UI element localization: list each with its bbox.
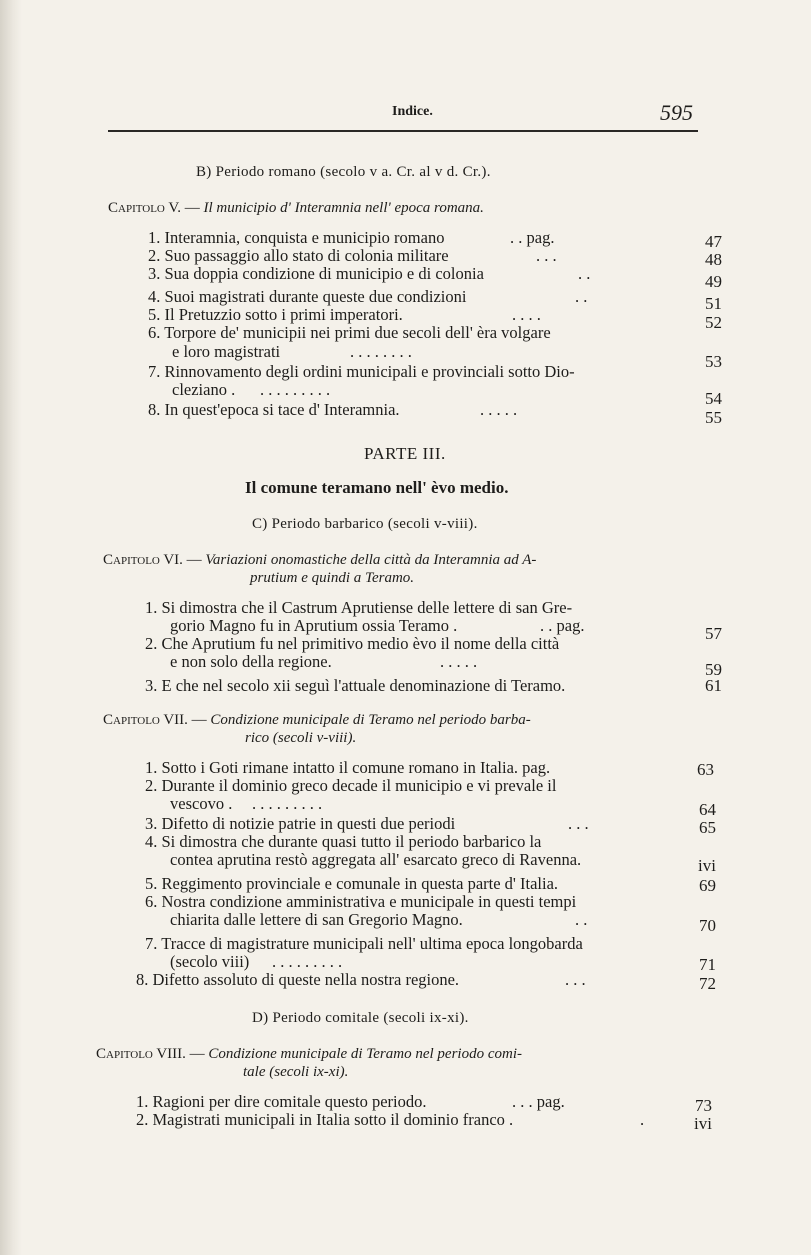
toc-page: 48 xyxy=(705,250,722,269)
toc-entry: 7. Tracce di magistrature municipali nell' ultima epoca longobarda xyxy=(145,934,583,953)
toc-entry-continued: contea aprutina restò aggregata all' esarcato greco di Ravenna. xyxy=(170,850,582,869)
toc-entry-continued: cleziano . xyxy=(172,380,236,399)
toc-entry-continued: vescovo . xyxy=(170,794,233,813)
toc-entry: 6. Nostra condizione amministrativa e municipale in questi tempi xyxy=(145,892,577,911)
toc-leader: . . . . . . . . . xyxy=(252,794,323,813)
toc-entry: 2. Magistrati municipali in Italia sotto il dominio franco . xyxy=(136,1110,514,1129)
toc-entry: 5. Reggimento provinciale e comunale in questa parte d' Italia. xyxy=(145,874,559,893)
toc-page: ivi xyxy=(698,856,716,875)
toc-page: 49 xyxy=(705,272,722,291)
toc-leader: . . . . xyxy=(512,305,541,324)
section-heading-b: B) Periodo romano (secolo v a. Cr. al v d. Cr.). xyxy=(196,164,491,180)
toc-leader: . . . . . . . . . xyxy=(260,380,331,399)
chapter-title: Condizione municipale di Teramo nel periodo barba- xyxy=(210,712,531,728)
header-rule xyxy=(108,130,698,132)
toc-leader: . . . . . xyxy=(440,652,478,671)
toc-leader: . . xyxy=(575,910,588,929)
toc-page: 72 xyxy=(699,974,716,993)
toc-entry: 8. In quest'epoca si tace d' Interamnia. xyxy=(148,400,400,419)
chapter-heading-vi xyxy=(103,552,536,569)
toc-entry: 3. Sua doppia condizione di municipio e di colonia xyxy=(148,264,484,283)
page-number: 595 xyxy=(660,100,693,125)
toc-entry-continued: gorio Magno fu in Aprutium ossia Teramo . xyxy=(170,616,458,635)
toc-page: 55 xyxy=(705,408,722,427)
running-head: Indice. xyxy=(392,104,433,119)
chapter-label: Capitolo VI. — xyxy=(103,552,202,568)
chapter-heading-viii xyxy=(96,1046,522,1063)
chapter-title: Il municipio d' Interamnia nell' epoca romana. xyxy=(203,200,484,216)
toc-leader: . . . . . xyxy=(480,400,518,419)
toc-page: 54 xyxy=(705,389,722,408)
chapter-title-continued: prutium e quindi a Teramo. xyxy=(250,570,415,586)
part-subtitle: Il comune teramano nell' èvo medio. xyxy=(245,478,509,497)
toc-entry: 6. Torpore de' municipii nei primi due secoli dell' èra volgare xyxy=(148,323,551,342)
chapter-heading-vii xyxy=(103,712,531,729)
toc-leader: . . . xyxy=(536,246,557,265)
chapter-label: Capitolo VIII. — xyxy=(96,1046,205,1062)
toc-entry-continued: chiarita dalle lettere di san Gregorio Magno. xyxy=(170,910,463,929)
chapter-label: Capitolo VII. — xyxy=(103,712,207,728)
toc-entry: 3. E che nel secolo xii seguì l'attuale denominazione di Teramo. xyxy=(145,676,566,695)
toc-page: 57 xyxy=(705,624,722,643)
toc-entry: 3. Difetto di notizie patrie in questi due periodi xyxy=(145,814,456,833)
toc-leader: . xyxy=(640,1110,645,1129)
toc-page: 65 xyxy=(699,818,716,837)
toc-page: 70 xyxy=(699,916,716,935)
toc-leader: . . . . . . . . . xyxy=(272,952,343,971)
toc-entry: 2. Durante il dominio greco decade il municipio e vi prevale il xyxy=(145,776,557,795)
toc-entry-continued: e non solo della regione. xyxy=(170,652,332,671)
toc-page: 59 xyxy=(705,660,722,679)
toc-leader: . . . xyxy=(568,814,589,833)
toc-entry: 2. Che Aprutium fu nel primitivo medio èvo il nome della città xyxy=(145,634,560,653)
chapter-title-continued: rico (secoli v-viii). xyxy=(245,730,357,746)
toc-leader: . . xyxy=(578,264,591,283)
toc-page: 71 xyxy=(699,955,716,974)
toc-entry: 8. Difetto assoluto di queste nella nostra regione. xyxy=(136,970,460,989)
toc-entry: 5. Il Pretuzzio sotto i primi imperatori. xyxy=(148,305,403,324)
section-heading-d: D) Periodo comitale (secoli ix-xi). xyxy=(252,1010,469,1026)
toc-entry-continued: e loro magistrati xyxy=(172,342,281,361)
chapter-title-continued: tale (secoli ix-xi). xyxy=(243,1064,349,1080)
toc-entry-continued: (secolo viii) xyxy=(170,952,250,971)
toc-entry: 2. Suo passaggio allo stato di colonia militare xyxy=(148,246,449,265)
chapter-title: Variazioni onomastiche della città da Interamnia ad A- xyxy=(205,552,537,568)
toc-entry: 7. Rinnovamento degli ordini municipali e provinciali sotto Dio- xyxy=(148,362,575,381)
chapter-label: Capitolo V. — xyxy=(108,200,200,216)
toc-entry: 4. Suoi magistrati durante queste due condizioni xyxy=(148,287,467,306)
toc-leader: . . . . . . . . xyxy=(350,342,412,361)
toc-entry: 1. Interamnia, conquista e municipio romano xyxy=(148,228,445,247)
toc-leader: . . pag. xyxy=(510,228,555,247)
toc-page: 64 xyxy=(699,800,716,819)
part-title: PARTE III. xyxy=(364,444,446,463)
toc-entry: 1. Sotto i Goti rimane intatto il comune romano in Italia. pag. xyxy=(145,758,551,777)
toc-page: ivi xyxy=(694,1114,712,1133)
toc-page: 61 xyxy=(705,676,722,695)
toc-entry: 4. Si dimostra che durante quasi tutto il periodo barbarico la xyxy=(145,832,542,851)
toc-leader: . . . pag. xyxy=(512,1092,565,1111)
chapter-title: Condizione municipale di Teramo nel periodo comi- xyxy=(208,1046,522,1062)
toc-page: 73 xyxy=(695,1096,712,1115)
toc-leader: . . . xyxy=(565,970,586,989)
toc-entry: 1. Si dimostra che il Castrum Aprutiense delle lettere di san Gre- xyxy=(145,598,573,617)
toc-page: 69 xyxy=(699,876,716,895)
toc-page: 63 xyxy=(697,760,714,779)
toc-page: 53 xyxy=(705,352,722,371)
chapter-heading-v xyxy=(108,200,484,217)
toc-leader: . . pag. xyxy=(540,616,585,635)
toc-page: 47 xyxy=(705,232,722,251)
toc-leader: . . xyxy=(575,287,588,306)
section-heading-c: C) Periodo barbarico (secoli v-viii). xyxy=(252,516,478,532)
toc-page: 51 xyxy=(705,294,722,313)
toc-entry: 1. Ragioni per dire comitale questo periodo. xyxy=(136,1092,427,1111)
toc-page: 52 xyxy=(705,313,722,332)
